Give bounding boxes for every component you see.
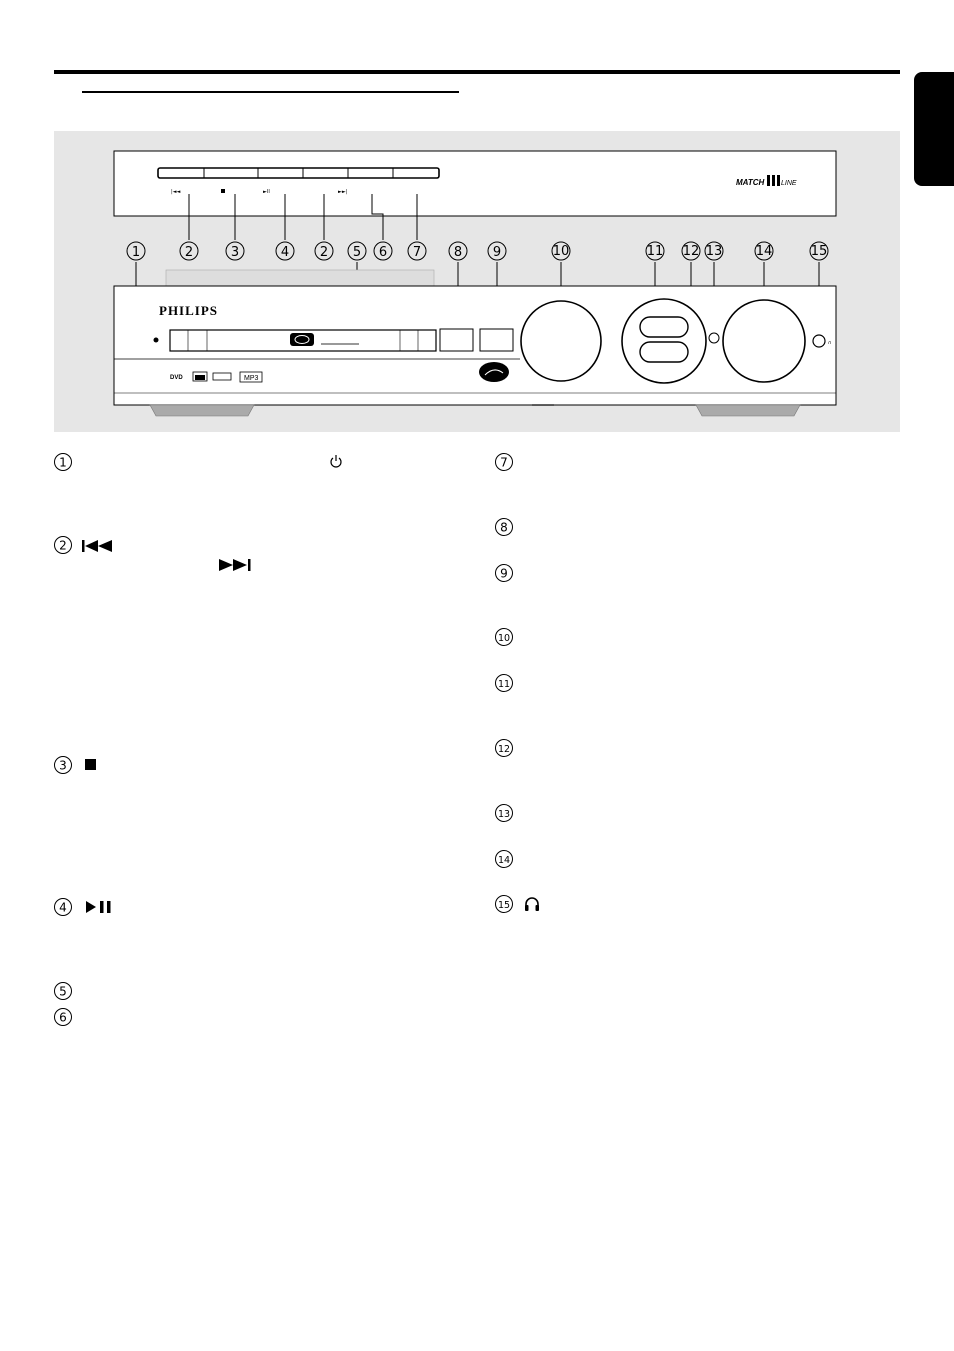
svg-text:1: 1: [131, 245, 141, 260]
main-unit: [114, 270, 836, 416]
volume-knob[interactable]: [723, 300, 805, 382]
power-icon: [329, 454, 343, 473]
play-pause-glyph: ►II: [263, 189, 270, 195]
svg-text:2: 2: [59, 538, 67, 553]
svg-text:12: 12: [682, 244, 700, 259]
svg-text:13: 13: [705, 244, 723, 259]
svg-text:9: 9: [492, 245, 502, 260]
headphones-icon: [524, 896, 540, 917]
callout-7: [408, 242, 426, 260]
legend-marker-6: [53, 1007, 73, 1027]
mp3-logo: MP3: [244, 375, 259, 382]
legend-marker-9: [494, 563, 514, 583]
previous-icon: [82, 539, 116, 557]
dvd-logo: DVD: [170, 375, 183, 381]
callout-9: [488, 242, 506, 260]
header-rule: [54, 70, 900, 74]
svg-text:5: 5: [59, 984, 67, 999]
legend-marker-14: [494, 849, 514, 869]
svg-text:14: 14: [755, 244, 773, 259]
svg-text:10: 10: [552, 244, 570, 259]
svg-text:3: 3: [230, 245, 240, 260]
legend-marker-15: [494, 894, 514, 914]
headphone-jack: [813, 335, 825, 347]
svg-text:3: 3: [59, 758, 67, 773]
legend-marker-10: [494, 627, 514, 647]
prev-glyph: |◄◄: [171, 189, 181, 195]
mode-button-upper[interactable]: [640, 317, 688, 337]
callout-3: [226, 242, 244, 260]
callout-14: [755, 242, 773, 260]
callout-1: [127, 242, 145, 260]
sacd-logo: [290, 333, 314, 346]
svg-text:6: 6: [378, 245, 388, 260]
section-title-underline: [82, 91, 459, 93]
svg-text:11: 11: [497, 679, 511, 690]
callout-2b: [315, 242, 333, 260]
badge-match-text: MATCH: [736, 178, 765, 187]
svg-text:10: 10: [497, 633, 511, 644]
badge-line-text: LINE: [781, 180, 797, 187]
play-pause-icon: [86, 900, 114, 918]
callout-10: [552, 242, 570, 260]
svg-text:6: 6: [59, 1010, 67, 1025]
callout-8: [449, 242, 467, 260]
svg-text:12: 12: [497, 744, 511, 755]
svg-text:4: 4: [59, 900, 67, 915]
callout-markers: [127, 242, 828, 260]
legend-marker-2: [53, 535, 73, 555]
legend-marker-1: [53, 452, 73, 472]
legend-marker-13: [494, 803, 514, 823]
brand-logo: PHILIPS: [159, 303, 219, 318]
svg-text:11: 11: [646, 244, 664, 259]
svg-text:13: 13: [497, 809, 511, 820]
legend-marker-3: [53, 755, 73, 775]
svg-text:2: 2: [319, 245, 329, 260]
legend-marker-12: [494, 738, 514, 758]
stop-glyph: [221, 189, 225, 193]
callout-5: [348, 242, 366, 260]
legend-marker-8: [494, 517, 514, 537]
next-glyph: ►►|: [338, 189, 348, 195]
legend-marker-11: [494, 673, 514, 693]
svg-text:4: 4: [280, 245, 290, 260]
svg-text:5: 5: [352, 245, 362, 260]
changer-unit: [114, 151, 836, 216]
legend-marker-7: [494, 452, 514, 472]
source-knob[interactable]: [521, 301, 601, 381]
next-icon: [219, 558, 253, 576]
front-panel-figure: [54, 131, 900, 432]
callout-6: [374, 242, 392, 260]
legend-marker-5: [53, 981, 73, 1001]
standby-led: [154, 338, 159, 343]
language-side-tab: [914, 72, 954, 186]
svg-text:14: 14: [497, 855, 511, 866]
stop-icon: [85, 758, 97, 776]
svg-text:8: 8: [453, 245, 463, 260]
circle-logo: [479, 362, 509, 382]
callout-13: [705, 242, 723, 260]
svg-text:1: 1: [59, 455, 67, 470]
svg-text:15: 15: [497, 900, 511, 911]
callout-2a: [180, 242, 198, 260]
callout-12: [682, 242, 700, 260]
svg-text:8: 8: [500, 520, 508, 535]
callout-11: [646, 242, 664, 260]
svg-text:9: 9: [500, 566, 508, 581]
svg-text:7: 7: [500, 455, 508, 470]
svg-text:2: 2: [184, 245, 194, 260]
svg-text:7: 7: [412, 245, 422, 260]
legend-marker-4: [53, 897, 73, 917]
callout-15: [810, 242, 828, 260]
svg-text:∩: ∩: [828, 340, 832, 346]
svg-text:15: 15: [810, 244, 828, 259]
mode-button-lower[interactable]: [640, 342, 688, 362]
callout-4: [276, 242, 294, 260]
